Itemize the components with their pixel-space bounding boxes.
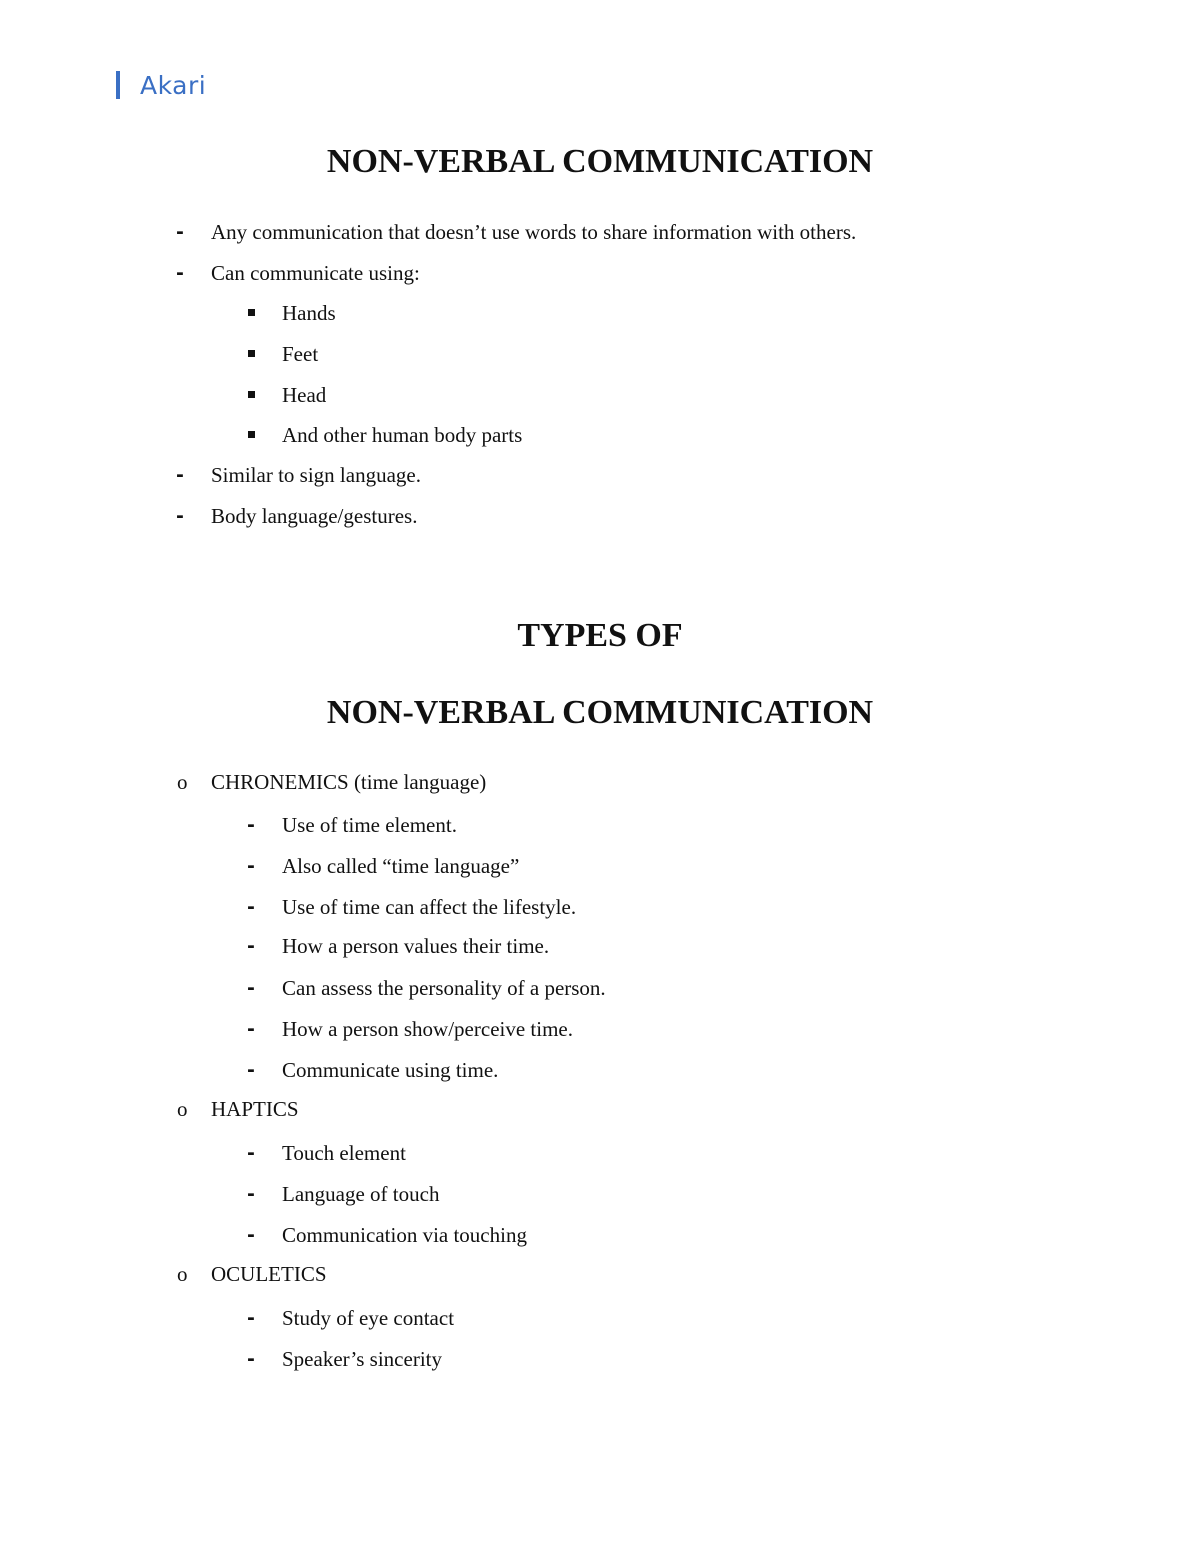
circle-bullet: o [177,1262,188,1286]
type-heading: HAPTICS [211,1097,299,1121]
type-point: Use of time element. [282,813,457,837]
square-bullet [248,431,255,438]
section-2-title-line-2: NON-VERBAL COMMUNICATION [326,694,874,731]
section-1-title: NON-VERBAL COMMUNICATION [326,143,874,180]
dash-bullet: - [247,1224,255,1246]
list-item: Similar to sign language. [211,463,421,487]
type-point: Language of touch [282,1182,440,1206]
square-bullet [248,350,255,357]
type-point: Communicate using time. [282,1058,499,1082]
type-point: How a person show/perceive time. [282,1017,573,1041]
list-item: Any communication that doesn’t use words to share information with others. [211,220,857,244]
type-point: Use of time can affect the lifestyle. [282,895,577,919]
dash-bullet: - [247,1348,255,1370]
type-point: Can assess the personality of a person. [282,976,606,1000]
sub-list-item: Hands [282,301,336,325]
type-point: Speaker’s sincerity [282,1347,442,1371]
type-point: Communication via touching [282,1223,527,1247]
dash-bullet: - [247,814,255,836]
brand-name: Akari [140,70,207,100]
dash-bullet: - [176,262,184,284]
square-bullet [248,391,255,398]
dash-bullet: - [247,977,255,999]
type-point: Also called “time language” [282,854,520,878]
dash-bullet: - [247,1142,255,1164]
sub-list-item: Head [282,383,327,407]
brand-accent-bar [116,71,120,99]
dash-bullet: - [247,1307,255,1329]
sub-list-item: Feet [282,342,319,366]
dash-bullet: - [247,935,255,957]
type-heading: OCULETICS [211,1262,327,1286]
brand-header [116,70,206,100]
type-point: Touch element [282,1141,406,1165]
type-point: Study of eye contact [282,1306,455,1330]
dash-bullet: - [247,1059,255,1081]
circle-bullet: o [177,1097,188,1121]
list-item: Body language/gestures. [211,504,418,528]
type-heading: CHRONEMICS (time language) [211,770,487,794]
dash-bullet: - [247,896,255,918]
circle-bullet: o [177,770,188,794]
dash-bullet: - [176,505,184,527]
type-point: How a person values their time. [282,934,550,958]
dash-bullet: - [176,221,184,243]
square-bullet [248,309,255,316]
dash-bullet: - [247,1018,255,1040]
sub-list-item: And other human body parts [282,423,523,447]
dash-bullet: - [176,464,184,486]
section-2-title-line-1: TYPES OF [517,617,683,654]
dash-bullet: - [247,855,255,877]
list-item: Can communicate using: [211,261,420,285]
dash-bullet: - [247,1183,255,1205]
